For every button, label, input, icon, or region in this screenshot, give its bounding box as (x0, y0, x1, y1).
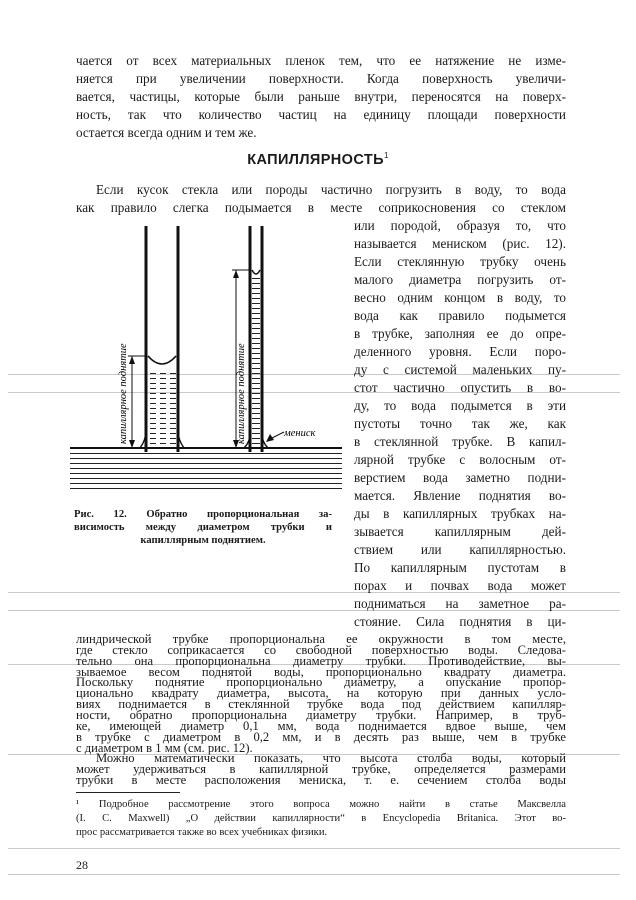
paragraph-line: тельно она пропорциональна диаметру трубки. Противодействие, вы- (76, 653, 566, 668)
paragraph-line: ционально квадрату диаметра, высота, на которую при данных усло- (76, 686, 566, 701)
column-line: По капиллярным пустотам в (354, 560, 566, 575)
label-left: капиллярное поднятие (118, 343, 129, 444)
ruled-line (8, 848, 620, 849)
paragraph-line: линдрической трубке пропорциональна ее окружности в том месте, (76, 632, 566, 646)
paragraph-line: вается, частицы, которые были раньше внутри, переносятся на поверх- (76, 89, 566, 104)
caption-line: висимость между диаметром трубки и (74, 522, 332, 533)
paragraph-line: ности, обратно пропорциональна диаметру трубки. Например, в труб- (76, 707, 566, 722)
paragraph-line: чается от всех материальных пленок тем, что ее натяжение не изме- (76, 53, 566, 68)
column-line: деленного уровня. Если поро- (354, 344, 566, 359)
paragraph-line: может удерживаться в капиллярной трубке, определяется размерами (76, 762, 566, 777)
paragraph-line: няется при увеличении поверхности. Когда поверхность увеличи- (76, 71, 566, 86)
figure-caption (74, 508, 332, 547)
column-line: стот частично опустить в во- (354, 380, 566, 395)
column-line: ду с системой маленьких пу- (354, 362, 566, 377)
column-line: лярной трубке с волосным от- (354, 452, 566, 467)
caption-line: Рис. 12. Обратно пропорциональная за- (74, 509, 332, 520)
column-line: весно одним концом в воду, то (354, 290, 566, 305)
column-line: ды в капиллярных трубках на- (354, 506, 566, 521)
column-line: порах и почвах вода может (354, 578, 566, 593)
paragraph-line: в трубке с диаметром в 0,2 мм, и в десять раз выше, чем в трубке (76, 729, 566, 744)
column-line: или породой, образуя то, что (354, 218, 566, 233)
paragraph-line: зываемое весом поднятой воды, пропорционально квадрату диаметра. (76, 664, 566, 679)
label-meniscus: мениск (284, 428, 316, 439)
column-line: мается. Явление поднятия во- (354, 488, 566, 503)
footnote-line: прос рассматривается также во всех учебниках физики. (76, 827, 328, 838)
label-right: капиллярное поднятие (236, 343, 247, 444)
ruled-line (8, 874, 620, 875)
paragraph-line: ность, так что количество частиц на единицу площади поверхности (76, 107, 566, 122)
column-line: в стеклянной трубке. В капил- (354, 434, 566, 449)
section-title-text: КАПИЛЛЯРНОСТЬ (247, 152, 384, 168)
paragraph-line: где стекло соприкасается со свободной поверхностью воды. Следова- (76, 642, 566, 657)
column-line: малого диаметра погрузить от- (354, 272, 566, 287)
narrow-tube (244, 226, 268, 452)
column-line: ду, то вода подымется в эти (354, 398, 566, 413)
footnote-rule (76, 792, 180, 793)
paragraph-line: Поскольку поднятие пропорционально диаметру, а опускание пропор- (76, 675, 566, 690)
column-line: Если стеклянную трубку очень (354, 254, 566, 269)
meniscus-pointer (266, 432, 284, 442)
column-line: ствием или капиллярностью. (354, 542, 566, 557)
meniscus-wide (148, 356, 176, 364)
column-line: называется мениском (рис. 12). (354, 236, 566, 251)
paragraph-line: ке, имеющей диаметр 0,1 мм, вода поднимается вдвое выше, чем (76, 718, 566, 733)
column-line: зывается капиллярным дей- (354, 524, 566, 539)
paragraph-line: Можно математически показать, что высота столба воды, который (96, 751, 566, 766)
column-line: стояние. Сила поднятия в ци- (354, 614, 566, 629)
column-line: в трубке, заполняя ее до опре- (354, 326, 566, 341)
paragraph-line: с диаметром в 1 мм (см. рис. 12). (76, 740, 253, 755)
water-basin (70, 448, 342, 490)
footnote-line: ¹ Подробное рассмотрение этого вопроса можно найти в статье Максвелла (76, 799, 566, 810)
paragraph-line: виях поднимается в стеклянной трубке вода под действием капилляр- (76, 697, 566, 712)
page-number: 28 (76, 858, 88, 872)
paragraph-line: Если кусок стекла или породы частично погрузить в воду, то вода (96, 182, 566, 197)
section-title (0, 151, 636, 168)
paragraph-line: как правило слегка подымается в месте соприкосновения со стеклом (76, 200, 566, 215)
column-line: верстием вода заметно подни- (354, 470, 566, 485)
column-line: вода как правило подымется (354, 308, 566, 323)
footnote-line: (I. C. Maxwell) „О действии капиллярности“ в Encyclopedia Britanica. Этот во- (76, 813, 566, 824)
meniscus-narrow (252, 270, 260, 274)
paragraph-line: остается всегда одним и тем же. (76, 125, 257, 140)
wide-tube (140, 226, 184, 452)
caption-line: капиллярным поднятием. (140, 535, 266, 546)
column-line: подниматься на заметное ра- (354, 596, 566, 611)
capillary-figure (70, 226, 342, 494)
footnote-marker: 1 (383, 151, 389, 160)
dimension-wide (128, 356, 146, 448)
column-line: пустоты точно так же, как (354, 416, 566, 431)
paragraph-line: трубки в месте расположения мениска, т. е. сечением столба воды (76, 773, 566, 787)
